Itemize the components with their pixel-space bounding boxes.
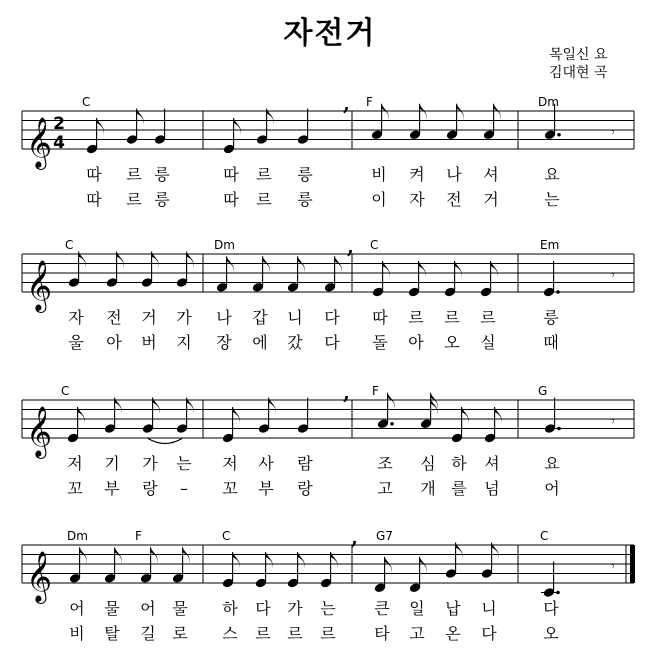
lyric-verse-1: 는	[176, 454, 192, 473]
lyric-verse-2: 부	[104, 479, 120, 498]
lyric-verse-2: 아	[408, 333, 424, 352]
lyric-verse-2: 거	[483, 190, 499, 209]
lyric-verse-2: 탈	[104, 624, 120, 643]
lyric-verse-2: 갔	[287, 333, 303, 352]
note-flag	[382, 104, 389, 121]
lyric-verse-1: 가	[176, 308, 192, 327]
lyric-verse-2: 울	[68, 333, 84, 352]
note	[409, 104, 427, 141]
chord-symbol: C	[222, 529, 231, 543]
lyric-verse-1: 가	[287, 599, 303, 618]
chord-symbol: C	[540, 529, 549, 543]
lyric-verse-1: 셔	[483, 165, 499, 184]
augmentation-dot	[556, 290, 560, 294]
note-flag	[385, 557, 392, 574]
breath-mark-icon: ,	[347, 234, 354, 258]
lyric-verse-2: 고	[409, 624, 425, 643]
lyric-verse-2: 실	[480, 333, 496, 352]
lyric-verse-2: 꼬	[67, 479, 83, 498]
lyric-verse-1: 저	[222, 454, 238, 473]
eighth-rest: 𝄾	[611, 124, 615, 141]
time-signature-bottom: 4	[53, 133, 65, 154]
staff-system	[22, 543, 635, 605]
lyric-verse-1: 요	[544, 165, 560, 184]
treble-clef-icon: 𝄞	[26, 551, 53, 602]
lyric-verse-2: 랑	[142, 479, 158, 498]
lyric-verse-2: 비	[69, 624, 85, 643]
lyric-verse-1: 르	[256, 165, 272, 184]
lyric-verse-1: 갑	[252, 308, 268, 327]
note-flag	[151, 547, 158, 564]
lyric-verse-1: 릉	[297, 165, 313, 184]
lyric-verse-1: 저	[67, 454, 83, 473]
lyric-verse-2: 부	[258, 479, 274, 498]
lyric-verse-1: 가	[142, 454, 158, 473]
note-flag	[80, 547, 87, 564]
lyric-verse-1: 전	[106, 308, 122, 327]
lyric-verse-2: 르	[287, 624, 303, 643]
treble-clef-icon: 𝄞	[26, 260, 53, 311]
note-flag	[115, 547, 122, 564]
breath-mark-icon: ,	[351, 525, 358, 549]
lyric-verse-2: 다	[324, 333, 340, 352]
note	[377, 393, 395, 430]
lyric-verse-1: 일	[409, 599, 425, 618]
note	[371, 104, 389, 141]
note	[154, 109, 167, 146]
eighth-rest: 𝄾	[611, 413, 615, 430]
lyric-verse-1: 요	[544, 454, 560, 473]
lyric-verse-1: 나	[216, 308, 232, 327]
staff-system	[22, 104, 634, 170]
lyric-verse-1: 물	[172, 599, 188, 618]
note	[172, 547, 190, 584]
lyric-verse-2: 고	[377, 479, 393, 498]
lyric-verse-2: 르	[126, 190, 142, 209]
treble-clef-icon: 𝄞	[26, 406, 53, 457]
lyric-verse-1: 다	[543, 599, 559, 618]
lyric-verse-1: 물	[104, 599, 120, 618]
note-flag	[263, 256, 270, 273]
lyric-verse-1: 하	[222, 599, 238, 618]
lyric-verse-1: 다	[324, 308, 340, 327]
composer-credit: 김대현 곡	[549, 65, 608, 81]
lyric-verse-2: 이	[371, 190, 387, 209]
note-flag	[298, 256, 305, 273]
note	[374, 557, 392, 594]
lyric-verse-2: 에	[252, 333, 268, 352]
lyric-verse-2: 를	[451, 479, 467, 498]
augmentation-dot	[390, 422, 394, 426]
lyric-verse-2: 버	[141, 333, 157, 352]
lyric-verse-1: 다	[255, 599, 271, 618]
breath-mark-icon: ,	[343, 91, 350, 115]
note	[104, 547, 122, 584]
note	[297, 109, 310, 146]
lyric-verse-1: 셔	[484, 454, 500, 473]
note-flag	[227, 256, 234, 273]
chord-symbol: C	[82, 95, 91, 109]
note-flag	[457, 104, 464, 121]
note-flag	[494, 104, 501, 121]
lyric-verse-2: 때	[543, 333, 559, 352]
lyric-verse-2: 온	[445, 624, 461, 643]
lyric-verse-1: 르	[480, 308, 496, 327]
lyric-verse-2: 아	[106, 333, 122, 352]
lyric-verse-1: 람	[297, 454, 313, 473]
lyric-verse-1: 어	[140, 599, 156, 618]
note	[544, 398, 561, 435]
lyric-verse-1: 납	[445, 599, 461, 618]
chord-symbol: Dm	[538, 95, 559, 109]
lyric-verse-2: 꼬	[222, 479, 238, 498]
lyric-verse-2: 릉	[297, 190, 313, 209]
lyric-verse-1: 르	[444, 308, 460, 327]
lyric-verse-1: 따	[86, 165, 102, 184]
lyric-verse-2: 개	[420, 479, 436, 498]
lyric-verse-1: 르	[408, 308, 424, 327]
note-flag	[420, 104, 427, 121]
lyric-verse-2: 는	[544, 190, 560, 209]
lyric-verse-2: –	[180, 479, 188, 498]
song-title: 자전거	[283, 16, 377, 51]
lyric-verse-2: 지	[176, 333, 192, 352]
lyric-verse-1: 사	[258, 454, 274, 473]
time-signature-top: 2	[53, 114, 65, 135]
lyric-verse-2: 랑	[297, 479, 313, 498]
augmentation-dot	[557, 133, 561, 137]
note	[541, 562, 560, 599]
lyric-verse-2: 따	[86, 190, 102, 209]
breath-mark-icon: ,	[343, 380, 350, 404]
chord-symbol: Em	[540, 238, 560, 252]
eighth-rest: 𝄾	[611, 267, 615, 284]
lyric-verse-1: 하	[451, 454, 467, 473]
chord-symbol: G	[538, 384, 548, 398]
lyric-verse-1: 거	[141, 308, 157, 327]
lyric-verse-2: 다	[481, 624, 497, 643]
note	[544, 104, 561, 141]
lyric-verse-1: 어	[69, 599, 85, 618]
lyric-verse-1: 켜	[409, 165, 425, 184]
chord-symbol: C	[61, 384, 70, 398]
lyric-verse-2: 르	[320, 624, 336, 643]
lyric-verse-2: 오	[543, 624, 559, 643]
chord-symbol: F	[372, 384, 379, 398]
note-flag	[388, 393, 395, 410]
note	[324, 256, 342, 293]
lyric-verse-2: 어	[544, 479, 560, 498]
lyric-verse-2: 전	[446, 190, 462, 209]
lyric-verse-2: 따	[223, 190, 239, 209]
lyric-verse-1: 릉	[543, 308, 559, 327]
lyricist-credit: 목일신 요	[549, 47, 608, 63]
lyric-verse-1: 니	[287, 308, 303, 327]
chord-symbol: C	[65, 238, 74, 252]
note-flag	[335, 256, 342, 273]
lyric-verse-2: 르	[255, 624, 271, 643]
note	[69, 547, 87, 584]
lyric-verse-1: 르	[126, 165, 142, 184]
lyric-verse-2: 돌	[372, 333, 388, 352]
lyric-verse-2: 스	[222, 624, 238, 643]
lyric-verse-2: 자	[409, 190, 425, 209]
lyric-verse-1: 심	[420, 454, 436, 473]
lyric-verse-1: 자	[68, 308, 84, 327]
note	[216, 256, 234, 293]
note	[297, 398, 310, 435]
lyric-verse-1: 비	[371, 165, 387, 184]
note	[409, 557, 427, 594]
staff-system	[22, 393, 634, 459]
tie	[148, 439, 182, 444]
note-flag	[420, 557, 427, 574]
chord-symbol: Dm	[67, 529, 88, 543]
augmentation-dot	[557, 427, 561, 431]
lyric-verse-1: 따	[372, 308, 388, 327]
lyric-verse-2: 타	[374, 624, 390, 643]
eighth-rest: 𝄾	[611, 558, 615, 575]
lyric-verse-2: 로	[172, 624, 188, 643]
lyric-verse-1: 따	[223, 165, 239, 184]
final-barline-thick	[630, 545, 635, 583]
note	[543, 261, 560, 298]
lyric-verse-1: 조	[377, 454, 393, 473]
lyric-verse-1: 기	[104, 454, 120, 473]
staff-system	[22, 252, 634, 314]
lyric-verse-2: 오	[444, 333, 460, 352]
note-flag	[431, 399, 438, 416]
chord-symbol: F	[366, 95, 373, 109]
chord-symbol: F	[135, 529, 142, 543]
chord-symbol: C	[370, 238, 379, 252]
note	[287, 256, 305, 293]
note-flag	[183, 547, 190, 564]
lyric-verse-1: 니	[481, 599, 497, 618]
lyric-verse-1: 큰	[374, 599, 390, 618]
augmentation-dot	[556, 591, 560, 595]
lyric-verse-1: 나	[446, 165, 462, 184]
lyric-verse-2: 릉	[154, 190, 170, 209]
note	[252, 256, 270, 293]
lyric-verse-1: 릉	[154, 165, 170, 184]
treble-clef-icon: 𝄞	[26, 117, 53, 168]
note	[140, 547, 158, 584]
chord-symbol: Dm	[214, 238, 235, 252]
lyric-verse-2: 넘	[484, 479, 500, 498]
lyric-verse-2: 장	[216, 333, 232, 352]
note	[483, 104, 501, 141]
lyric-verse-2: 르	[256, 190, 272, 209]
lyric-verse-2: 길	[140, 624, 156, 643]
lyric-verse-1: 는	[320, 599, 336, 618]
note	[420, 393, 438, 430]
note	[446, 104, 464, 141]
chord-symbol: G7	[376, 529, 393, 543]
